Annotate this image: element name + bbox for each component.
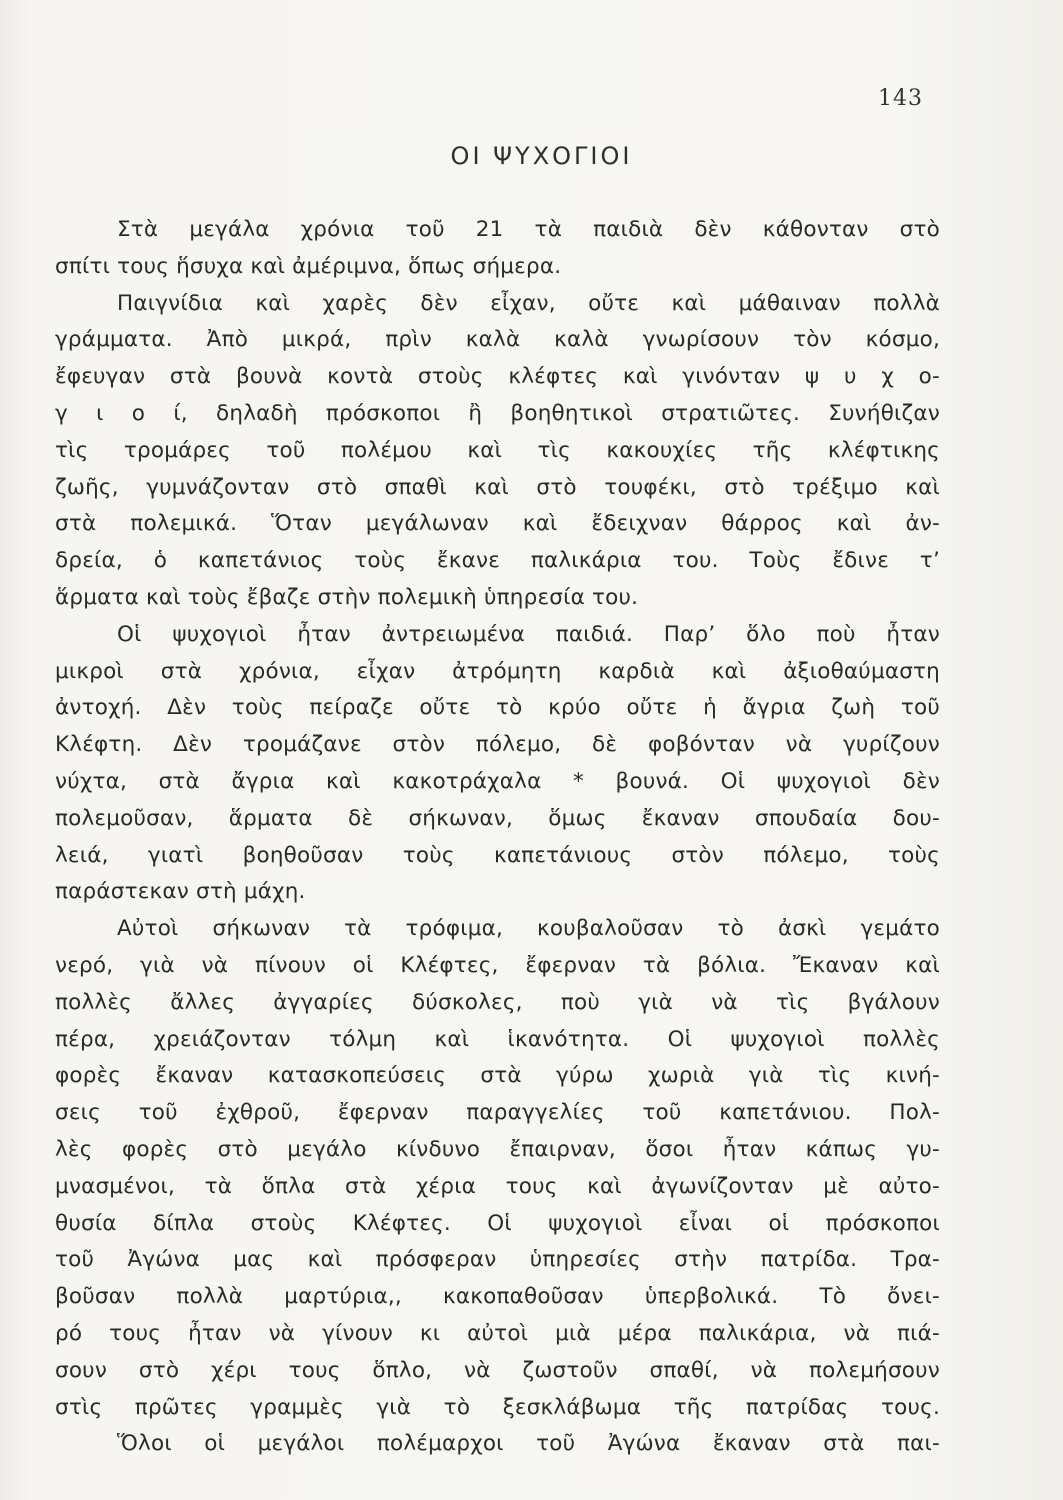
text-line: Παιγνίδια καὶ χαρὲς δὲν εἶχαν, οὔτε καὶ μάθαιναν πολλὰ <box>117 290 940 316</box>
text-line: πολεμοῦσαν, ἅρματα δὲ σήκωναν, ὅμως ἔκαναν σπουδαία δου- <box>55 805 940 831</box>
text-line: ἔφευγαν στὰ βουνὰ κοντὰ στοὺς κλέφτες καὶ γινόνταν ψ υ χ ο- <box>55 364 940 390</box>
text-line: ἅρματα καὶ τοὺς ἔβαζε στὴν πολεμικὴ ὑπηρεσία του. <box>55 584 639 610</box>
text-line: τὶς τρομάρες τοῦ πολέμου καὶ τὶς κακουχίες τῆς κλέφτικης <box>55 437 940 463</box>
text-line: παράστεκαν στὴ μάχη. <box>55 879 306 905</box>
text-line: μικροὶ στὰ χρόνια, εἶχαν ἀτρόμητη καρδιὰ καὶ ἀξιοθαύμαστη <box>55 658 940 684</box>
body-text <box>55 212 940 1463</box>
text-line: δρεία, ὁ καπετάνιος τοὺς ἔκανε παλικάρια του. Τοὺς ἔδινε τ’ <box>55 548 940 574</box>
text-line: Αὐτοὶ σήκωναν τὰ τρόφιμα, κουβαλοῦσαν τὸ ἀσκὶ γεμάτο <box>117 916 940 942</box>
text-line: τοῦ Ἀγώνα μας καὶ πρόσφεραν ὑπηρεσίες στὴν πατρίδα. Τρα- <box>55 1247 940 1273</box>
text-line: σουν στὸ χέρι τους ὅπλο, νὰ ζωστοῦν σπαθί, νὰ πολεμήσουν <box>55 1357 940 1383</box>
text-line: γράμματα. Ἀπὸ μικρά, πρὶν καλὰ καλὰ γνωρίσουν τὸν κόσμο, <box>55 327 940 353</box>
text-line: φορὲς ἔκαναν κατασκοπεύσεις στὰ γύρω χωριὰ γιὰ τὶς κινή- <box>55 1063 940 1089</box>
text-line: νερό, γιὰ νὰ πίνουν οἱ Κλέφτες, ἔφερναν τὰ βόλια. Ἔκαναν καὶ <box>55 952 940 978</box>
text-line: Στὰ μεγάλα χρόνια τοῦ 21 τὰ παιδιὰ δὲν κάθονταν στὸ <box>117 217 940 242</box>
text-line: βοῦσαν πολλὰ μαρτύρια,, κακοπαθοῦσαν ὑπερβολικά. Τὸ ὄνει- <box>55 1284 940 1310</box>
text-line: Κλέφτη. Δὲν τρομάζανε στὸν πόλεμο, δὲ φοβόνταν νὰ γυρίζουν <box>55 732 940 758</box>
text-line: θυσία δίπλα στοὺς Κλέφτες. Οἱ ψυχογιοὶ εἶναι οἱ πρόσκοποι <box>55 1210 940 1236</box>
text-line: νύχτα, στὰ ἄγρια καὶ κακοτράχαλα * βουνά. Οἱ ψυχογιοὶ δὲν <box>55 768 940 794</box>
page-number: 143 <box>878 86 923 111</box>
text-line: πολλὲς ἄλλες ἀγγαρίες δύσκολες, ποὺ γιὰ νὰ τὶς βγάλουν <box>55 989 940 1015</box>
text-line: σεις τοῦ ἐχθροῦ, ἔφερναν παραγγελίες τοῦ καπετάνιου. Πολ- <box>55 1100 940 1126</box>
text-line: ρό τους ἦταν νὰ γίνουν κι αὐτοὶ μιὰ μέρα παλικάρια, νὰ πιά- <box>55 1320 940 1346</box>
text-line: σπίτι τους ἥσυχα καὶ ἀμέριμνα, ὅπως σήμερα. <box>55 253 562 279</box>
text-line: ζωῆς, γυμνάζονταν στὸ σπαθὶ καὶ στὸ τουφέκι, στὸ τρέξιμο καὶ <box>55 474 940 500</box>
text-line: ἀντοχή. Δὲν τοὺς πείραζε οὔτε τὸ κρύο οὔτε ἡ ἄγρια ζωὴ τοῦ <box>55 695 940 721</box>
text-line: Ὅλοι οἱ μεγάλοι πολέμαρχοι τοῦ Ἀγώνα ἔκαναν στὰ παι- <box>117 1431 940 1457</box>
text-line: πέρα, χρειάζονταν τόλμη καὶ ἱκανότητα. Οἱ ψυχογιοὶ πολλὲς <box>55 1026 940 1052</box>
text-line: στὶς πρῶτες γραμμὲς γιὰ τὸ ξεσκλάβωμα τῆς πατρίδας τους. <box>55 1394 940 1420</box>
chapter-title: ΟΙ ΨΥΧΟΓΙΟΙ <box>450 142 633 170</box>
text-line: Οἱ ψυχογιοὶ ἦταν ἀντρειωμένα παιδιά. Παρ’ ὅλο ποὺ ἦταν <box>117 621 940 647</box>
text-line: μνασμένοι, τὰ ὅπλα στὰ χέρια τους καὶ ἀγωνίζονταν μὲ αὐτο- <box>55 1173 940 1199</box>
text-line: στὰ πολεμικά. Ὅταν μεγάλωναν καὶ ἔδειχναν θάρρος καὶ ἀν- <box>55 511 940 537</box>
text-line: λειά, γιατὶ βοηθοῦσαν τοὺς καπετάνιους στὸν πόλεμο, τοὺς <box>55 842 940 868</box>
text-line: λὲς φορὲς στὸ μεγάλο κίνδυνο ἔπαιρναν, ὅσοι ἦταν κάπως γυ- <box>55 1136 940 1162</box>
text-line: γ ι ο ί, δηλαδὴ πρόσκοποι ἢ βοηθητικοὶ στρατιῶτες. Συνήθιζαν <box>55 400 940 426</box>
